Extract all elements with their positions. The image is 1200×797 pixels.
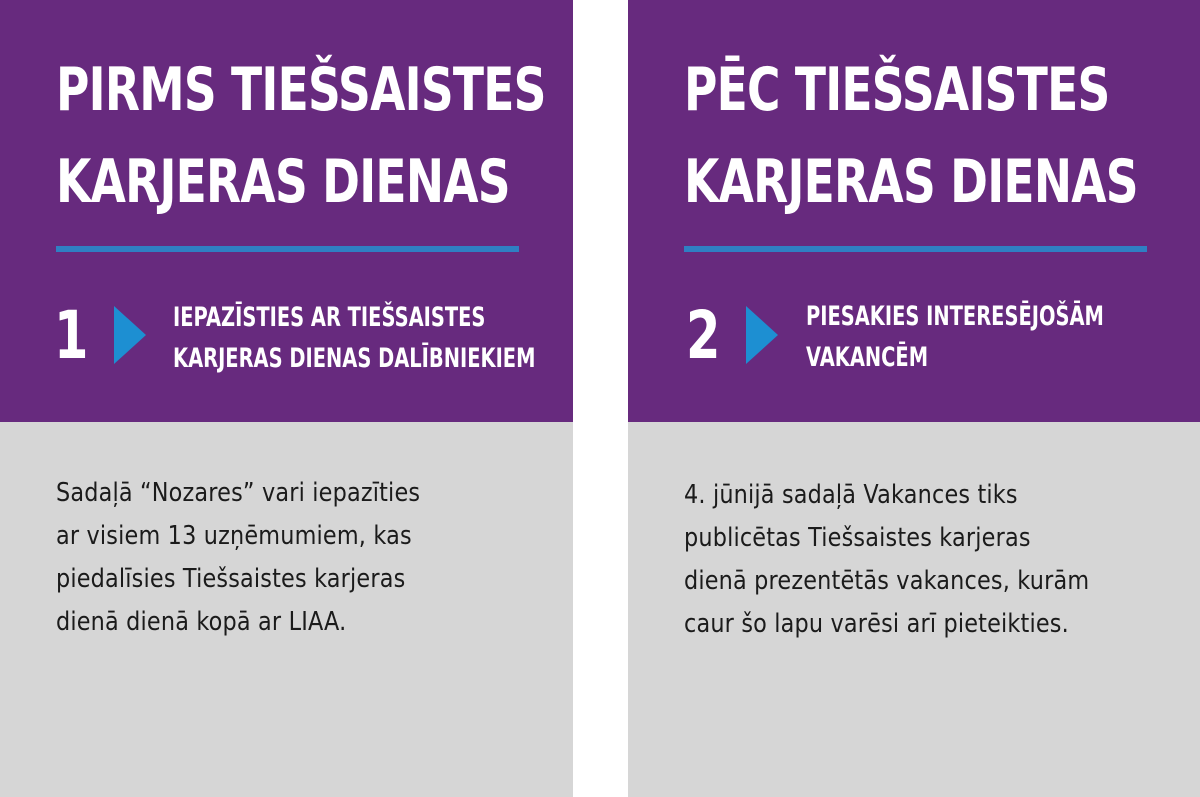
body-text bbox=[684, 474, 1089, 646]
panel-headline bbox=[684, 44, 1138, 228]
panel-body bbox=[628, 422, 1200, 797]
panel-headline bbox=[56, 44, 546, 228]
headline-divider bbox=[56, 246, 519, 252]
body-line: Sadaļā “Nozares” vari iepazīties bbox=[56, 478, 421, 508]
body-line: publicētas Tiešsaistes karjeras bbox=[684, 523, 1031, 553]
panel-header bbox=[0, 0, 573, 422]
step-label-line: VAKANCĒM bbox=[806, 342, 929, 373]
step-number: 1 bbox=[54, 297, 89, 374]
headline-divider bbox=[684, 246, 1147, 252]
body-line: dienā prezentētās vakances, kurām bbox=[684, 566, 1090, 596]
step-label bbox=[173, 297, 535, 379]
body-line: ar visiem 13 uzņēmumiem, kas bbox=[56, 521, 412, 551]
headline-line: PĒC TIEŠSAISTES bbox=[684, 55, 1110, 125]
body-line: piedalīsies Tiešsaistes karjeras bbox=[56, 564, 406, 594]
play-arrow-icon bbox=[746, 306, 778, 364]
step-label-line: IEPAZĪSTIES AR TIEŠSAISTES bbox=[173, 302, 486, 333]
panel-body bbox=[0, 422, 573, 797]
panel-header bbox=[628, 0, 1200, 422]
step-label-line: KARJERAS DIENAS DALĪBNIEKIEM bbox=[173, 343, 536, 374]
step-label bbox=[806, 296, 1104, 378]
step-number: 2 bbox=[686, 297, 721, 374]
headline-line: KARJERAS DIENAS bbox=[56, 147, 510, 217]
body-line: caur šo lapu varēsi arī pieteikties. bbox=[684, 609, 1069, 639]
play-arrow-icon bbox=[114, 306, 146, 364]
body-text bbox=[56, 472, 420, 644]
headline-line: KARJERAS DIENAS bbox=[684, 147, 1138, 217]
panel-before bbox=[0, 0, 573, 797]
step-label-line: PIESAKIES INTERESĒJOŠĀM bbox=[806, 301, 1104, 332]
panel-after bbox=[628, 0, 1200, 797]
body-line: 4. jūnijā sadaļā Vakances tiks bbox=[684, 480, 1018, 510]
body-line: dienā dienā kopā ar LIAA. bbox=[56, 607, 347, 637]
headline-line: PIRMS TIEŠSAISTES bbox=[56, 55, 546, 125]
